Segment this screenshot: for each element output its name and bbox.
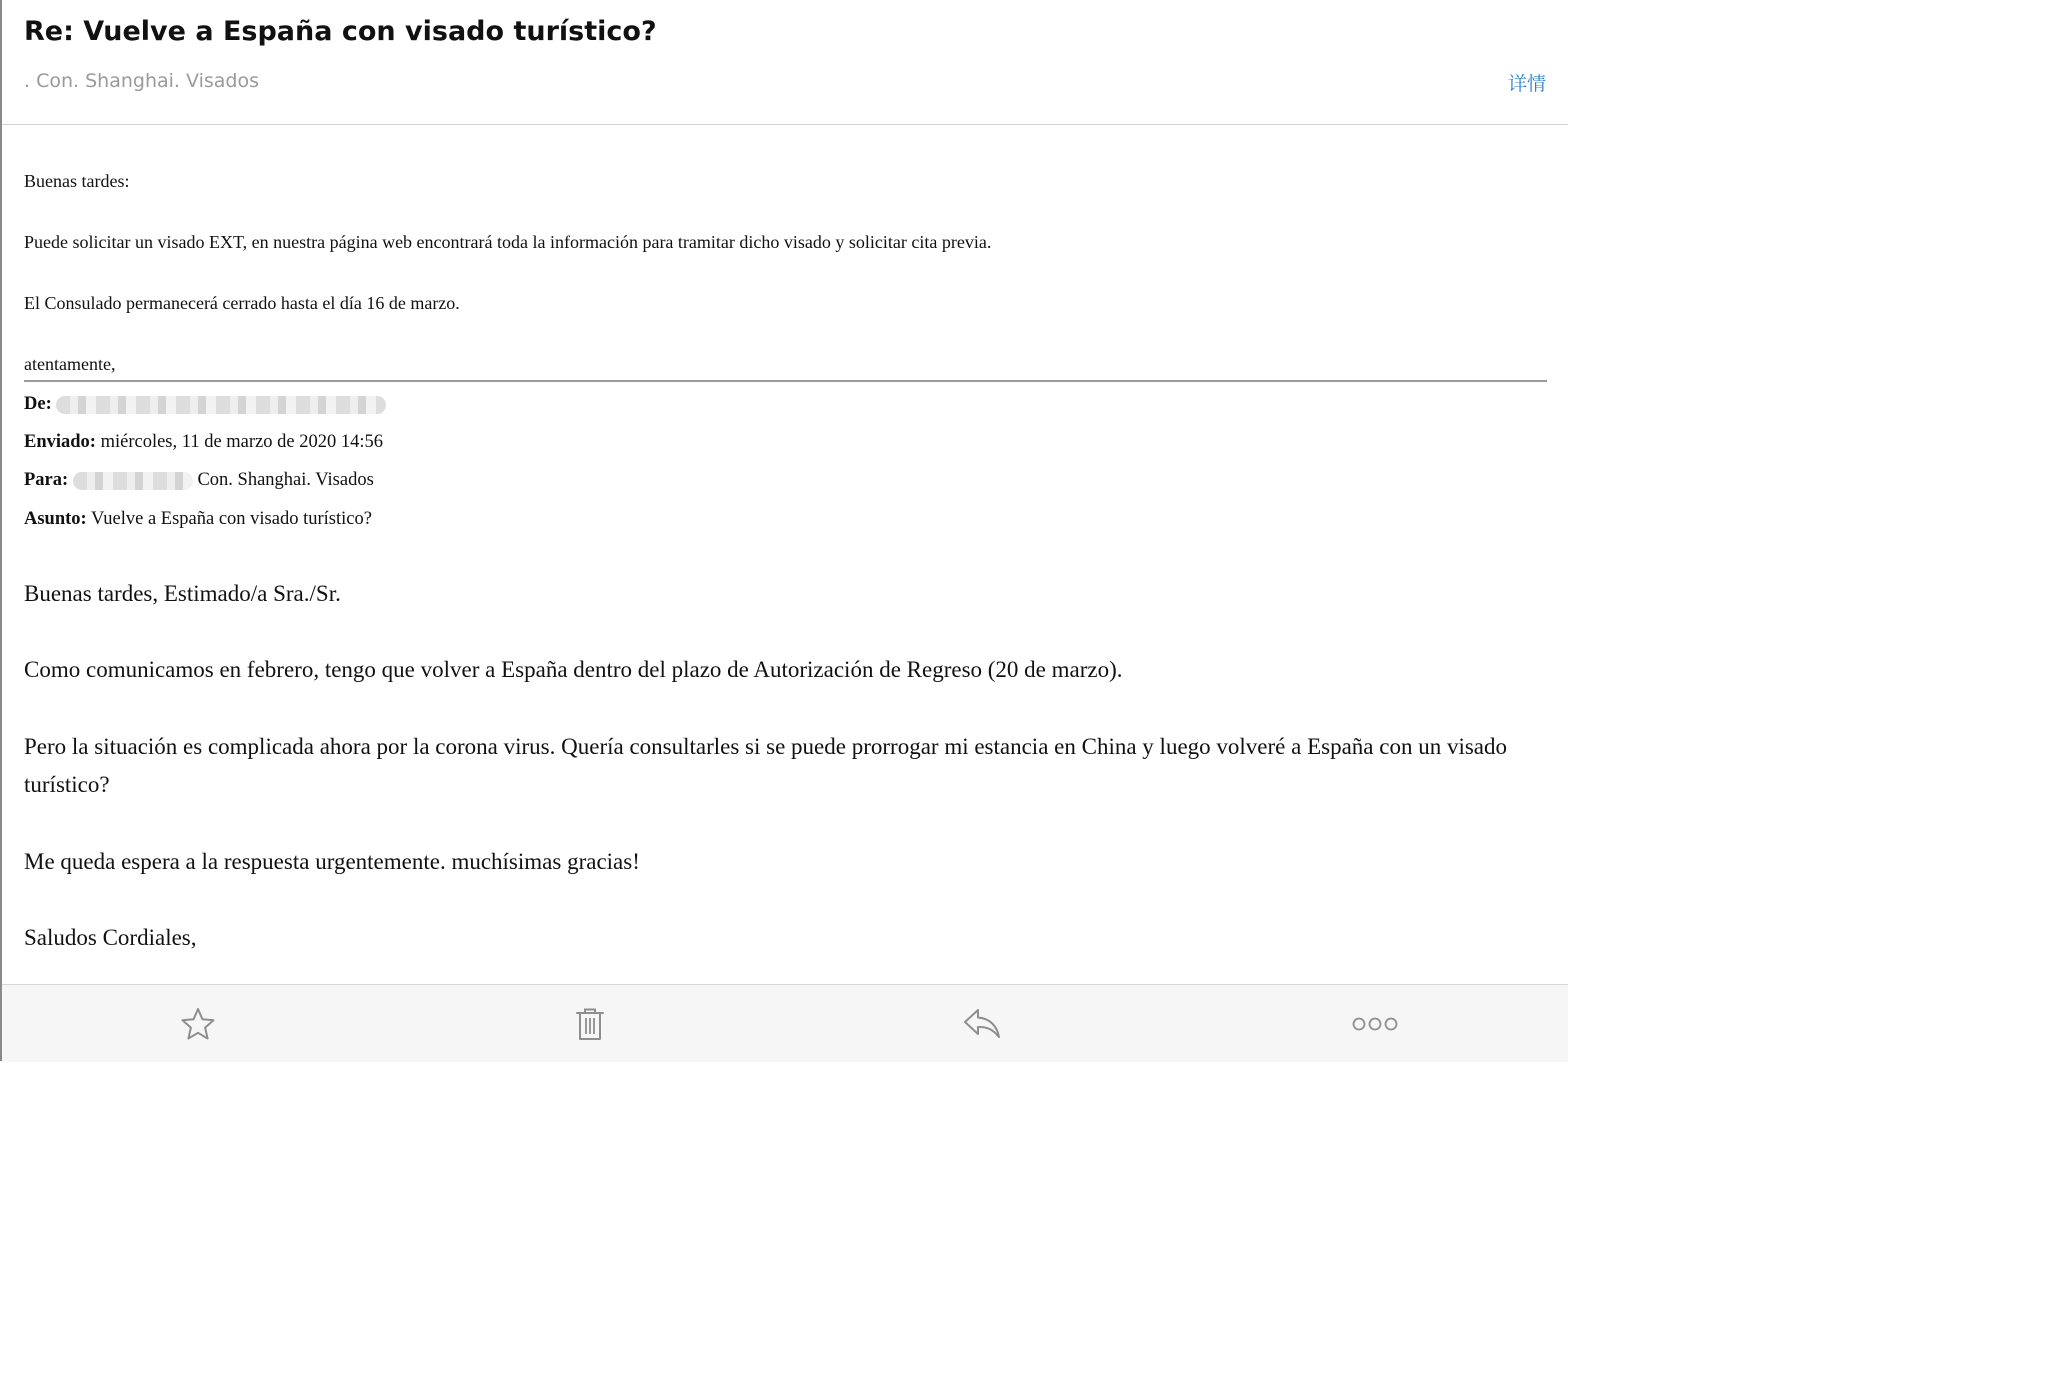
redacted-recipient <box>73 472 193 490</box>
sent-value: miércoles, 11 de marzo de 2020 14:56 <box>100 432 383 452</box>
sent-label: Enviado: <box>24 432 96 452</box>
message-header <box>2 0 1568 125</box>
original-paragraph-2: Pero la situación es complicada ahora por la corona virus. Quería consultarles si se puede prorrogar mi estancia en China y luego volveré a España con un visado turístico? <box>24 734 1508 797</box>
to-label: Para: <box>24 470 69 490</box>
original-signoff: Saludos Cordiales, <box>24 925 197 950</box>
quote-divider <box>24 380 1547 382</box>
original-greeting: Buenas tardes, Estimado/a Sra./Sr. <box>24 581 341 606</box>
from-label: De: <box>24 394 52 414</box>
to-value: Con. Shanghai. Visados <box>197 470 374 490</box>
star-icon <box>180 1006 216 1042</box>
bottom-toolbar <box>2 984 1568 1062</box>
original-paragraph-3: Me queda espera a la respuesta urgentemente. muchísimas gracias! <box>24 849 640 874</box>
reply-closing: atentamente, <box>24 354 116 374</box>
delete-button[interactable] <box>570 1005 610 1043</box>
reply-button[interactable] <box>962 1005 1002 1043</box>
original-paragraph-1: Como comunicamos en febrero, tengo que volver a España dentro del plazo de Autorización de Regreso (20 de marzo). <box>24 657 1123 682</box>
message-sender: . Con. Shanghai. Visados <box>24 70 259 92</box>
quoted-to <box>24 470 374 491</box>
redacted-email <box>56 396 386 414</box>
star-button[interactable] <box>178 1005 218 1043</box>
reply-line-2: El Consulado permanecerá cerrado hasta el día 16 de marzo. <box>24 293 460 313</box>
quoted-subject <box>24 509 372 530</box>
details-link[interactable]: 详情 <box>1507 73 1546 95</box>
quoted-sent <box>24 432 383 453</box>
message-subject: Re: Vuelve a España con visado turístico? <box>24 16 657 47</box>
reply-line-1: Puede solicitar un visado EXT, en nuestra página web encontrará toda la información para tramitar dicho visado y solicitar cita previa. <box>24 232 992 252</box>
more-button[interactable] <box>1352 1005 1398 1043</box>
trash-icon <box>573 1006 607 1042</box>
subject-label: Asunto: <box>24 509 87 529</box>
more-icon <box>1352 1014 1398 1034</box>
quoted-from <box>24 394 386 415</box>
reply-icon <box>962 1006 1002 1042</box>
subject-value: Vuelve a España con visado turístico? <box>91 509 372 529</box>
reply-greeting: Buenas tardes: <box>24 171 130 191</box>
